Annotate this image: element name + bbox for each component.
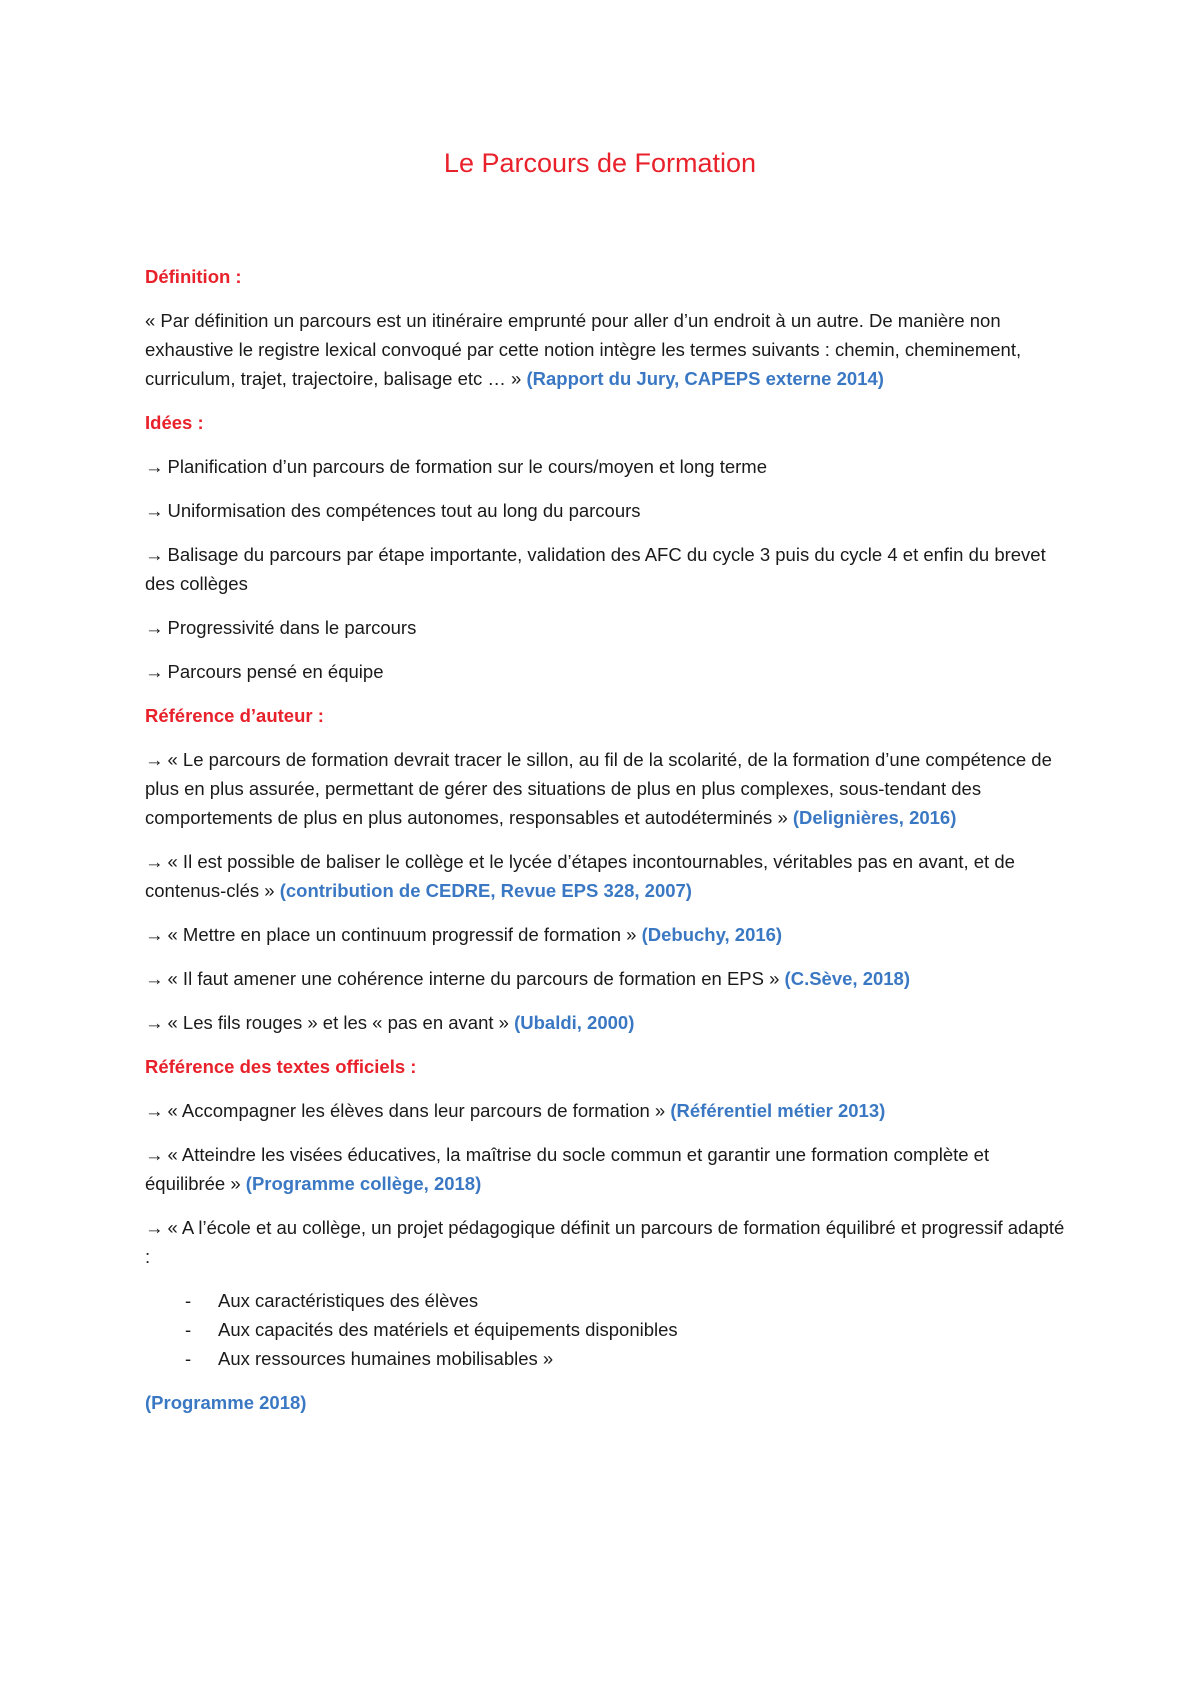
official-quote bbox=[145, 1096, 1065, 1125]
author-quote bbox=[145, 920, 1065, 949]
arrow-icon: → bbox=[145, 851, 164, 872]
bullet-list bbox=[145, 1286, 1065, 1373]
document-title: Le Parcours de Formation bbox=[443, 148, 757, 178]
idea-item bbox=[145, 657, 1065, 686]
quote-reference: (C.Sève, 2018) bbox=[784, 968, 911, 989]
arrow-icon: → bbox=[145, 1012, 164, 1033]
quote-text: « Mettre en place un continuum progressif de formation » bbox=[167, 924, 637, 945]
dash-bullet: - bbox=[185, 1290, 192, 1311]
quote-reference: (Ubaldi, 2000) bbox=[514, 1012, 635, 1033]
arrow-icon: → bbox=[145, 544, 164, 565]
quote-text: « Les fils rouges » et les « pas en avant » bbox=[167, 1012, 509, 1033]
definition-paragraph bbox=[145, 306, 1065, 393]
idea-text: Parcours pensé en équipe bbox=[167, 661, 384, 682]
quote-reference: (Programme collège, 2018) bbox=[245, 1173, 482, 1194]
quote-text: « Il est possible de baliser le collège et le lycée d’étapes incontournables, véritables pas en avant, et de contenus-clés » bbox=[145, 851, 1015, 901]
idea-text: Uniformisation des compétences tout au long du parcours bbox=[167, 500, 641, 521]
arrow-icon: → bbox=[145, 1217, 164, 1238]
idea-item bbox=[145, 496, 1065, 525]
final-reference: (Programme 2018) bbox=[145, 1392, 307, 1413]
idea-text: Planification d’un parcours de formation sur le cours/moyen et long terme bbox=[167, 456, 767, 477]
section-heading-textes-officiels: Référence des textes officiels : bbox=[145, 1056, 417, 1077]
arrow-icon: → bbox=[145, 1144, 164, 1165]
idea-text: Balisage du parcours par étape importante, validation des AFC du cycle 3 puis du cycle 4 et enfin du brevet des collèges bbox=[145, 544, 1046, 594]
idea-text: Progressivité dans le parcours bbox=[167, 617, 417, 638]
quote-reference: (Référentiel métier 2013) bbox=[670, 1100, 886, 1121]
section-heading-definition: Définition : bbox=[145, 266, 242, 287]
author-quote bbox=[145, 964, 1065, 993]
author-quote bbox=[145, 847, 1065, 905]
definition-reference: (Rapport du Jury, CAPEPS externe 2014) bbox=[526, 368, 884, 389]
list-item bbox=[145, 1315, 1065, 1344]
definition-text: « Par définition un parcours est un itinéraire emprunté pour aller d’un endroit à un autre. De manière non exhaustive le registre lexical convoqué par cette notion intègre les termes suivants : chemin, cheminement, curriculum, trajet, trajectoire, balisage etc … » bbox=[145, 310, 1022, 389]
section-heading-auteur: Référence d’auteur : bbox=[145, 705, 324, 726]
quote-reference: (contribution de CEDRE, Revue EPS 328, 2007) bbox=[279, 880, 692, 901]
quote-reference: (Debuchy, 2016) bbox=[641, 924, 783, 945]
quote-text: « Le parcours de formation devrait tracer le sillon, au fil de la scolarité, de la formation d’une compétence de plus en plus assurée, permettant de gérer des situations de plus en plus complexes, sous-tendant des comportements de plus en plus autonomes, responsables et autodéterminés » bbox=[145, 749, 1052, 828]
arrow-icon: → bbox=[145, 617, 164, 638]
list-item-text: Aux capacités des matériels et équipements disponibles bbox=[218, 1319, 678, 1340]
document-content bbox=[145, 262, 1065, 1432]
arrow-icon: → bbox=[145, 661, 164, 682]
idea-item bbox=[145, 613, 1065, 642]
arrow-icon: → bbox=[145, 1100, 164, 1121]
list-item-text: Aux caractéristiques des élèves bbox=[218, 1290, 479, 1311]
arrow-icon: → bbox=[145, 749, 164, 770]
list-item bbox=[145, 1286, 1065, 1315]
quote-text: « Accompagner les élèves dans leur parcours de formation » bbox=[167, 1100, 666, 1121]
official-quote bbox=[145, 1140, 1065, 1198]
quote-text: « A l’école et au collège, un projet pédagogique définit un parcours de formation équilibré et progressif adapté : bbox=[145, 1217, 1065, 1267]
idea-item bbox=[145, 540, 1065, 598]
quote-text: « Atteindre les visées éducatives, la maîtrise du socle commun et garantir une formation complète et équilibrée » bbox=[145, 1144, 990, 1194]
idea-item bbox=[145, 452, 1065, 481]
arrow-icon: → bbox=[145, 500, 164, 521]
list-item-text: Aux ressources humaines mobilisables » bbox=[218, 1348, 554, 1369]
quote-text: « Il faut amener une cohérence interne du parcours de formation en EPS » bbox=[167, 968, 780, 989]
arrow-icon: → bbox=[145, 456, 164, 477]
author-quote bbox=[145, 1008, 1065, 1037]
arrow-icon: → bbox=[145, 968, 164, 989]
section-heading-idees: Idées : bbox=[145, 412, 204, 433]
dash-bullet: - bbox=[185, 1319, 192, 1340]
quote-reference: (Delignières, 2016) bbox=[792, 807, 957, 828]
list-item bbox=[145, 1344, 1065, 1373]
arrow-icon: → bbox=[145, 924, 164, 945]
dash-bullet: - bbox=[185, 1348, 192, 1369]
author-quote bbox=[145, 745, 1065, 832]
official-quote bbox=[145, 1213, 1065, 1271]
